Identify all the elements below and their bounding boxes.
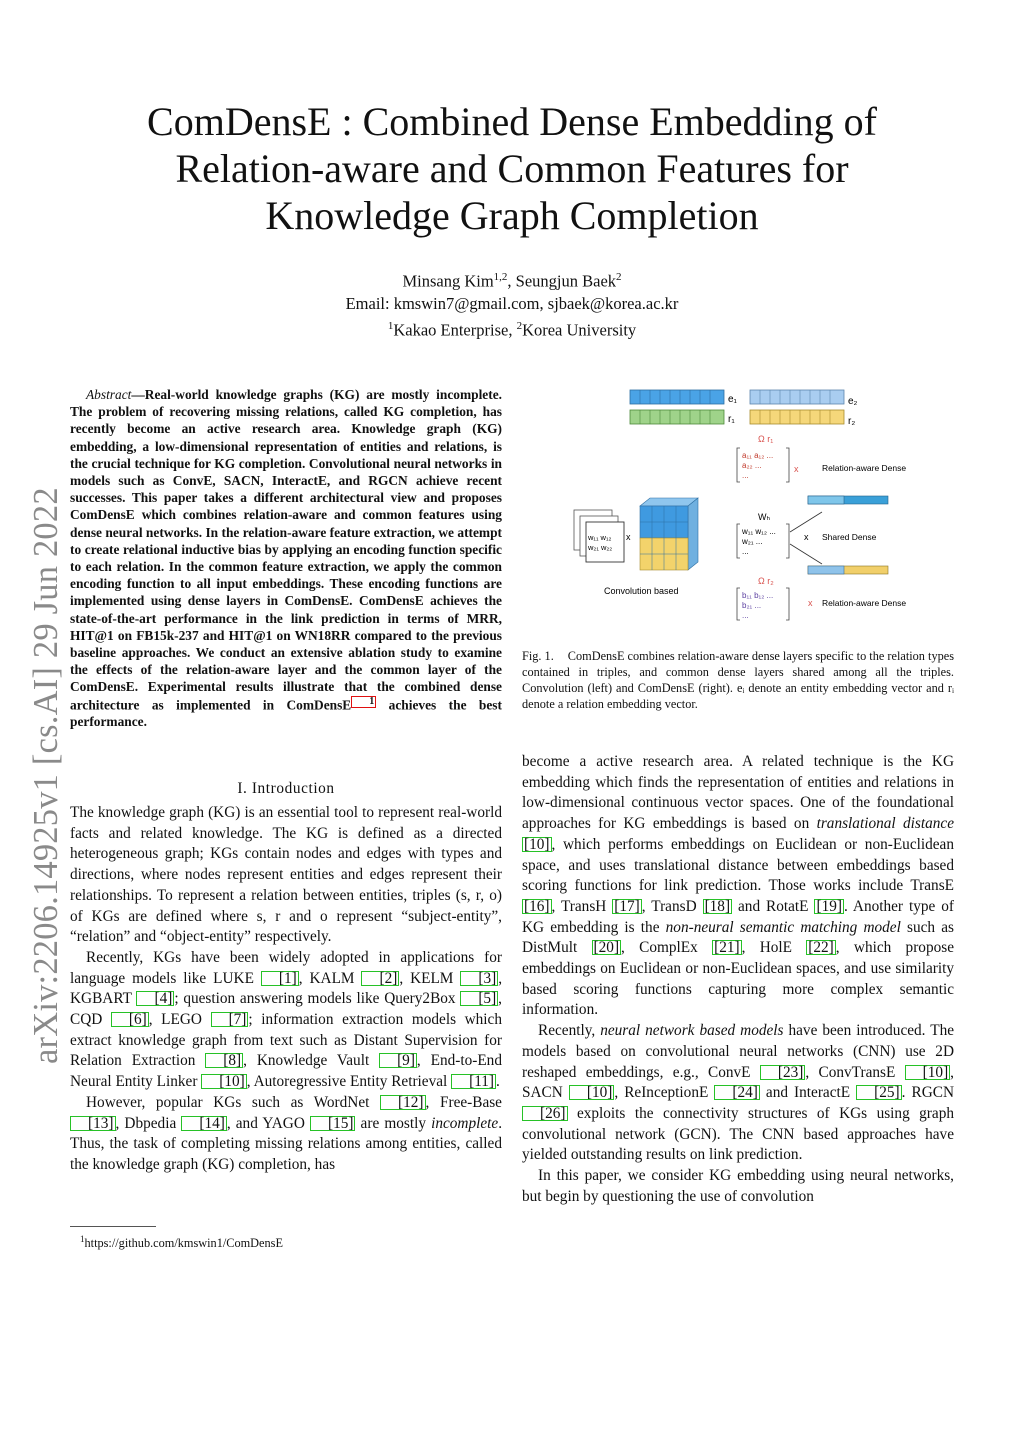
citation-link[interactable]: [21]: [714, 939, 740, 957]
citation-link[interactable]: [25]: [856, 1085, 902, 1100]
citation-link[interactable]: [1]: [261, 971, 299, 986]
citation-link[interactable]: [12]: [380, 1095, 426, 1110]
section-heading: I. Introduction: [237, 780, 335, 797]
paragraph: Recently, KGs have been widely adopted in applications for language models like LUKE [1] , KALM [2] , KELM [3] , KGBART [4] ; question answering models like Query2Box [5] , CQD [6] , LEGO [7] ; information extraction models which extract knowledge graph from text such as Distant Supervision for Relation Extraction [8] , Knowledge Vault [9] , End-to-End Neural Entity Linker [10] , Autoregressive Entity Retrieval [11] .: [70, 948, 503, 1091]
relation-output-strip: [808, 566, 888, 574]
conv-kernel-row: w₂₁ w₂₂: [588, 543, 613, 552]
r2-embedding: [750, 410, 844, 424]
matrix-b-row: b₂₁ ...: [742, 601, 762, 610]
citation-link[interactable]: [6]: [111, 1012, 149, 1027]
citation-link[interactable]: [4]: [136, 991, 174, 1006]
citation-link[interactable]: [7]: [211, 1012, 249, 1027]
paragraph: However, popular KGs such as WordNet [12] , Free-Base [13] , Dbpedia [14] , and YAGO [15] are mostly incomplete. Thus, the task of completing missing relations among entities, called the knowledge graph (KG) completion, has: [70, 1093, 503, 1173]
footnote-link[interactable]: 1: [351, 696, 376, 708]
multiply-sign: x: [794, 464, 799, 474]
author-affiliation-mark: 2: [616, 271, 622, 283]
citation-link[interactable]: [2]: [361, 971, 399, 986]
r1-embedding: [630, 410, 724, 424]
r1-label: r₁: [728, 414, 735, 425]
paragraph: Recently, neural network based models have been introduced. The models based on convolutional neural networks (CNN) use 2D reshaped embeddings, e.g., ConvE [23] , ConvTransE [10] , SACN [10] , ReInceptionE [24] and InteractE [25] . RGCN [26] exploits the connectivity structures of KGs using graph convolutional network (GCN). The CNN based approaches have yielded outstanding results on link prediction.: [522, 1022, 955, 1164]
footnote: $^1$https://github.com/kmswin1/ComDensE: [80, 1234, 283, 1251]
citation-link[interactable]: [20]: [593, 939, 620, 957]
shared-dense-output: [808, 496, 888, 504]
citation-link[interactable]: [17]: [614, 897, 640, 915]
author-name: Minsang Kim: [402, 271, 494, 291]
figure-label: Fig. 1.: [522, 649, 554, 663]
citation-link[interactable]: [10]: [905, 1065, 951, 1080]
citation-link[interactable]: [24]: [714, 1085, 760, 1100]
paper-title: ComDensE : Combined Dense Embedding of Relation-aware and Common Features for Knowledge Graph Completion: [147, 99, 877, 238]
citation-link[interactable]: [9]: [379, 1053, 417, 1068]
omega-r1-label: Ω r₁: [758, 434, 774, 444]
figure-1: [560, 382, 940, 622]
citation-link[interactable]: [23]: [760, 1065, 806, 1080]
e1-embedding: [630, 390, 724, 404]
citation-link[interactable]: [8]: [205, 1053, 243, 1068]
citation-link[interactable]: [10]: [524, 835, 550, 853]
citation-link[interactable]: [10]: [201, 1074, 247, 1089]
footnote-url[interactable]: https://github.com/kmswin1/ComDensE: [84, 1236, 283, 1251]
arxiv-stamp: arXiv:2206.14925v1 [cs.AI] 29 Jun 2022: [27, 487, 65, 1064]
multiply-sign: x: [808, 598, 813, 608]
abstract: [70, 386, 502, 731]
citation-link[interactable]: [16]: [524, 897, 550, 915]
wh-label: Wₕ: [758, 512, 771, 522]
matrix-a-row: a₁₁ a₁₂ ...: [742, 451, 774, 460]
citation-link[interactable]: [5]: [460, 991, 498, 1006]
conv-kernel-row: w₁₁ w₁₂: [588, 533, 612, 542]
citation-link[interactable]: [26]: [522, 1106, 568, 1121]
paragraph: In this paper, we consider KG embedding using neural networks, but begin by questioning the use of convolution: [522, 1167, 954, 1205]
right-column: [522, 752, 954, 1207]
r2-label: r₂: [848, 416, 856, 427]
footnote-rule: [70, 1226, 156, 1227]
author-affiliation-mark: 1,2: [493, 271, 508, 283]
affiliation: Kakao Enterprise,: [393, 320, 517, 339]
author-email[interactable]: Email: kmswin7@gmail.com, sjbaek@korea.ac.kr: [345, 293, 679, 313]
author-name: Seungjun Baek: [515, 271, 617, 291]
affiliation-mark: 2: [516, 319, 523, 332]
matrix-w-row: ...: [742, 547, 749, 556]
figure-caption: [522, 648, 954, 712]
abstract-text: —Real-world knowledge graphs (KG) are mostly incomplete. The problem of recovering missing relations, called KG completion, has recently become an active research area. Knowledge graph (KG) embedding, a low-dimensional representation of entities and relations, is the crucial technique for KG completion. Convolutional neural networks in models such as ConvE, SACN, InteractE, and RGCN achieve recent successes. This paper takes a different architectural view and proposes ComDensE which combines relation-aware and common features using dense neural networks. In the relation-aware feature extraction, we attempt to create relational inductive bias by applying an encoding function specific to each relation. In the common feature extraction, we apply the common encoding function to all input embeddings. These encoding functions are implemented using dense layers in ComDensE. ComDensE achieves the state-of-the-art performance in the link prediction in terms of MRR, HIT@1 on FB15k-237 and HIT@1 on WN18RR compared to the previous baseline approaches. We conduct an extensive ablation study to examine the effects of the relation-aware layer and the common layer of the ComDensE. Experimental results illustrate that the combined dense architecture as implemented in ComDensE: [70, 387, 502, 713]
affiliation: Korea University: [522, 320, 637, 339]
author-affiliations: [100, 315, 924, 342]
relation-aware-dense-label: Relation-aware Dense: [822, 598, 907, 608]
matrix-b-row: ...: [742, 611, 749, 620]
citation-link[interactable]: [3]: [460, 971, 498, 986]
matrix-w-row: w₂₁ ...: [742, 537, 763, 546]
citation-link[interactable]: [15]: [310, 1116, 356, 1131]
matrix-b-row: b₁₁ b₁₂ ...: [742, 591, 774, 600]
matrix-a-row: a₂₂ ...: [742, 461, 762, 470]
e1-label: e₁: [728, 394, 737, 405]
matrix-w-row: w₁₁ w₁₂ ...: [742, 527, 776, 536]
affiliation-mark: 1: [387, 319, 394, 332]
multiply-sign: x: [626, 532, 631, 542]
citation-link[interactable]: [11]: [451, 1074, 496, 1089]
shared-dense-label: Shared Dense: [822, 532, 877, 542]
relation-aware-dense-label: Relation-aware Dense: [822, 463, 907, 473]
citation-link[interactable]: [22]: [808, 939, 834, 957]
abstract-text: achieves the best performance.: [70, 697, 502, 730]
intro-column: [70, 803, 502, 1176]
convolution-based-label: Convolution based: [604, 586, 679, 596]
author-names: Minsang Kim$^{1,2}$, Seungjun Baek$^2$: [402, 271, 622, 291]
citation-link[interactable]: [13]: [70, 1116, 116, 1131]
abstract-label: Abstract: [86, 387, 132, 402]
reshaped-input-tensor: [640, 498, 698, 570]
e2-label: e₂: [848, 396, 858, 407]
matrix-a-row: ...: [742, 471, 749, 480]
omega-r2-label: Ω r₂: [758, 576, 774, 586]
paragraph: The knowledge graph (KG) is an essential tool to represent real-world facts and related knowledge. The KG is defined as a directed heterogeneous graph; KGs contain nodes and edges with types and directions, where nodes represent entities and edges represent their relationships. To represent a relation between entities, triples (s, r, o) of KGs are defined where s, r and o represent “subject-entity”, “relation” and “object-entity” respectively.: [70, 804, 502, 946]
citation-link[interactable]: [18]: [704, 897, 731, 915]
paragraph: become a active research area. A related technique is the KG embedding which finds the representation of entities and relations in low-dimensional continuous vector spaces. One of the foundational approaches for KG embeddings is based on translational distance [10] , which performs embeddings on Euclidean or non-Euclidean space, and uses translational distance between embeddings based scoring functions for link prediction. Those works include TransE [16] , TransH [17] , TransD [18] and RotatE [19] . Another type of KG embedding is the non-neural semantic matching model such as DistMult [20] , ComplEx [21] , HolE [22] , which propose embeddings on Euclidean or non-Euclidean spaces, and use similarity based scoring functions capturing more complex semantic information.: [522, 753, 954, 1019]
author-block: [100, 266, 924, 341]
citation-link[interactable]: [19]: [816, 897, 842, 915]
e2-embedding: [750, 390, 844, 404]
caption-text: ComDensE combines relation-aware dense layers specific to the relation types contained in triples, and common dense layers shared among all the triples. Convolution (left) and ComDensE (right). eᵢ denote an entity embedding vector and rᵢ denote a relation embedding vector.: [522, 649, 954, 711]
multiply-sign: x: [804, 532, 809, 542]
citation-link[interactable]: [10]: [569, 1085, 615, 1100]
citation-link[interactable]: [14]: [181, 1116, 227, 1131]
